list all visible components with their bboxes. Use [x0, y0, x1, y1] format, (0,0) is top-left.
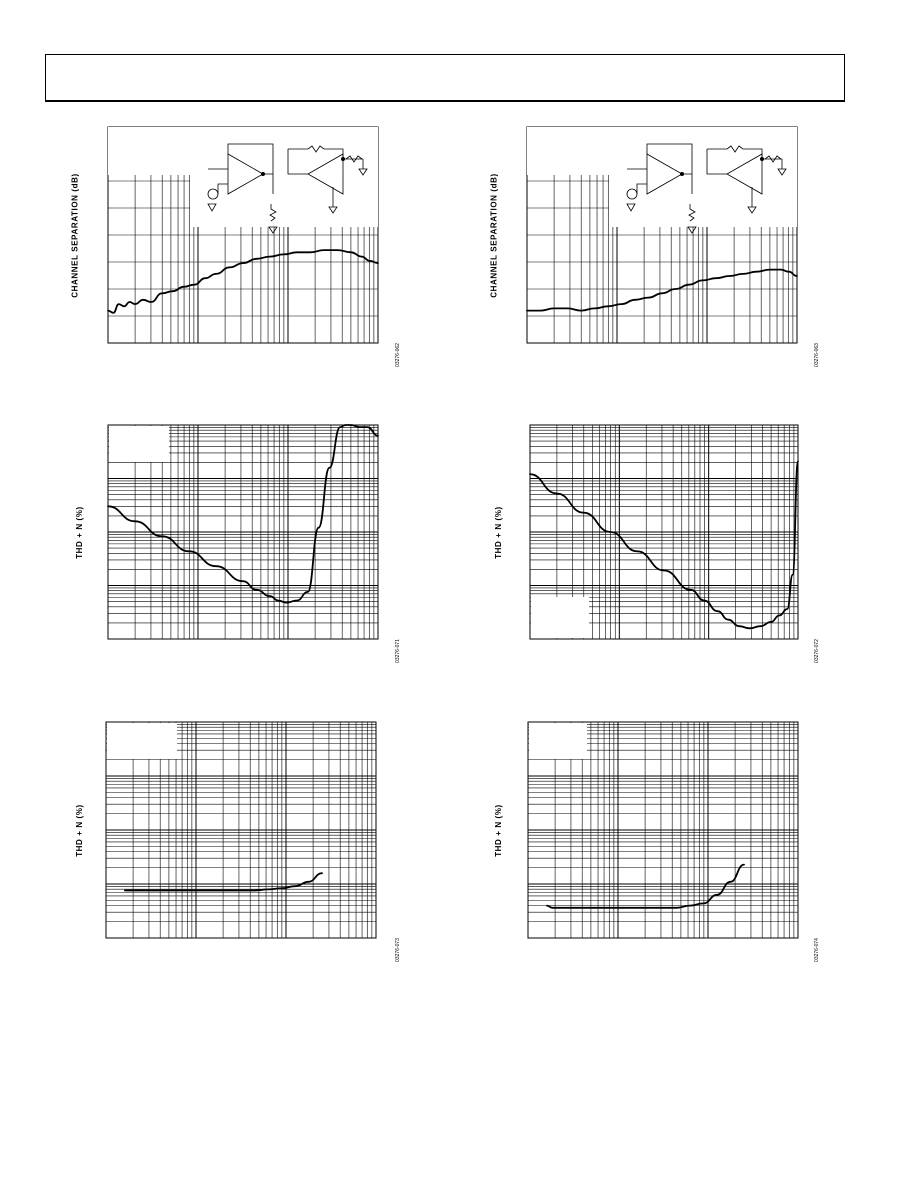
legend-blank-area — [107, 723, 177, 759]
figure-id-label: 03276-062 — [394, 343, 401, 367]
legend-blank-area — [529, 723, 587, 759]
plot-area-thd4 — [528, 722, 798, 938]
plot-area-thd1 — [108, 425, 378, 639]
legend-blank-area — [108, 127, 190, 175]
figure-id-label: 03276-074 — [813, 938, 820, 962]
node-dot — [760, 157, 763, 160]
node-dot — [261, 172, 264, 175]
figure-id-label: 03276-063 — [813, 343, 820, 367]
legend-blank-area — [609, 127, 797, 227]
legend-blank-area — [109, 426, 169, 462]
y-axis-label: THD + N (%) — [74, 803, 84, 857]
y-axis-label: THD + N (%) — [74, 505, 84, 559]
page-header-box — [45, 54, 845, 102]
y-axis-label: CHANNEL SEPARATION (dB) — [489, 172, 499, 298]
legend-blank-area — [531, 597, 589, 638]
plot-area-thd2 — [530, 425, 798, 639]
y-axis-label: CHANNEL SEPARATION (dB) — [70, 172, 80, 298]
node-dot — [341, 157, 344, 160]
figure-id-label: 03276-072 — [813, 639, 820, 663]
figure-id-label: 03276-073 — [394, 938, 401, 962]
plot-area-thd3 — [106, 722, 376, 938]
plot-area-ch2 — [527, 127, 797, 343]
node-dot — [680, 172, 683, 175]
legend-blank-area — [190, 127, 378, 227]
y-axis-label: THD + N (%) — [493, 505, 503, 559]
legend-blank-area — [527, 127, 609, 175]
figure-id-label: 03276-071 — [394, 639, 401, 663]
plot-area-ch1 — [108, 127, 378, 343]
y-axis-label: THD + N (%) — [493, 803, 503, 857]
